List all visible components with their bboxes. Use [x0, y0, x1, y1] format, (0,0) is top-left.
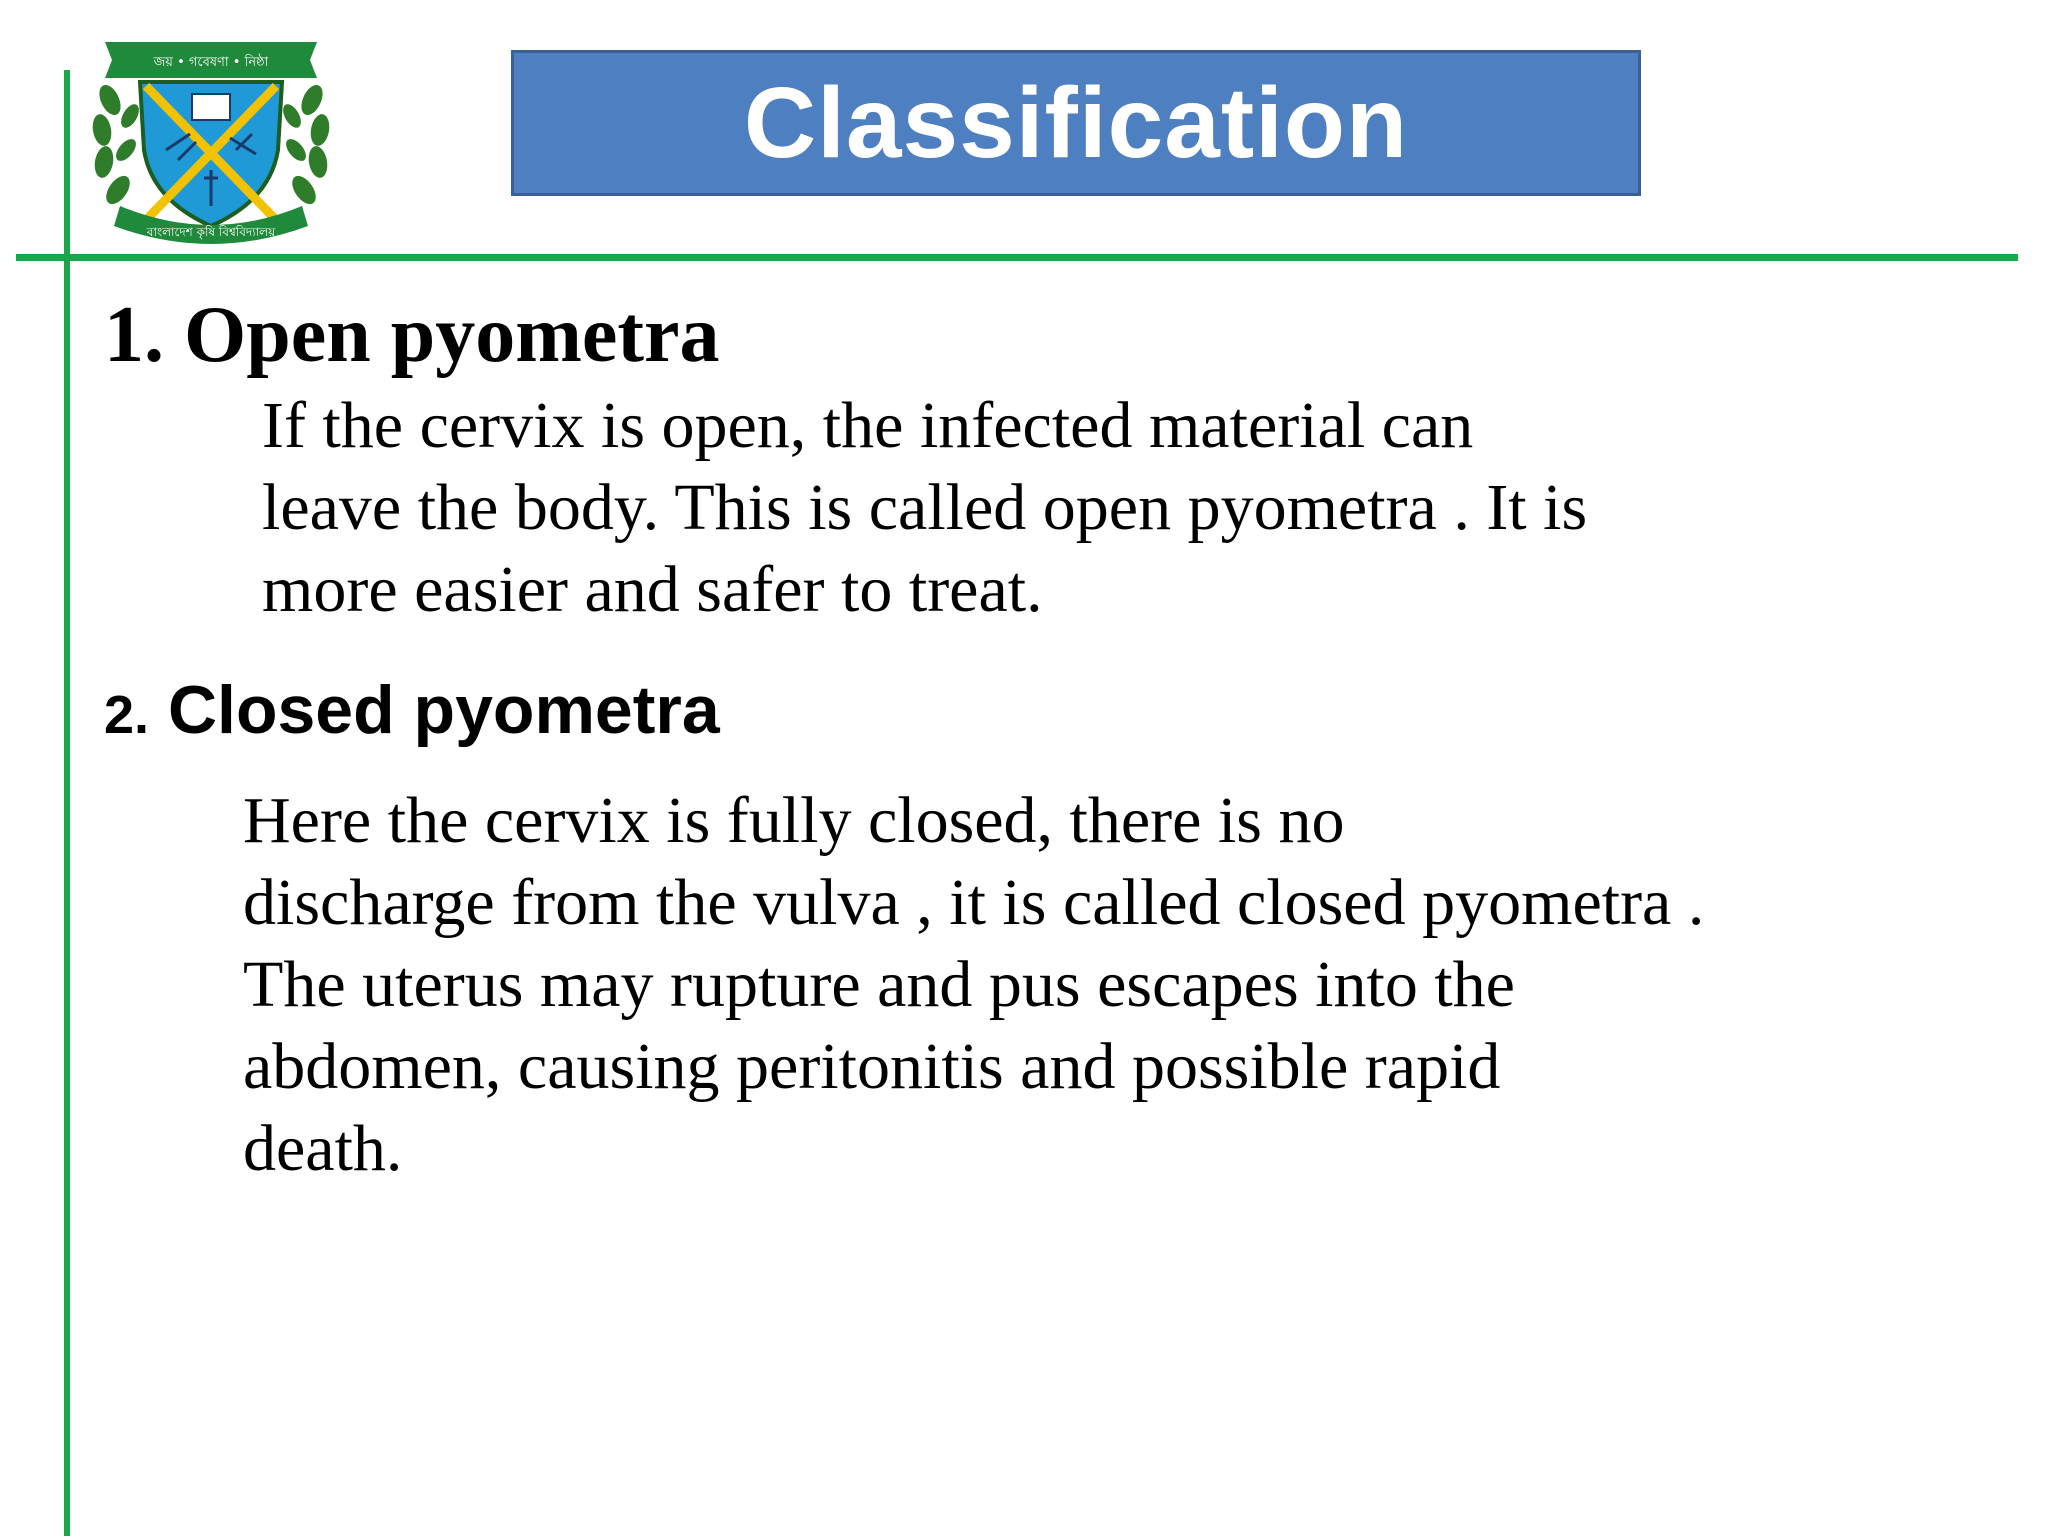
- body-line: The uterus may rupture and pus escapes into the: [243, 948, 1515, 1021]
- slide-title: Classification: [743, 67, 1409, 179]
- body-line: abdomen, causing peritonitis and possible rapid: [243, 1030, 1501, 1103]
- logo-bottom-text: বাংলাদেশ কৃষি বিশ্ববিদ্যালয়: [146, 225, 276, 239]
- body-line: death.: [243, 1112, 403, 1185]
- section-heading-text: Closed pyometra: [167, 672, 720, 748]
- logo-top-text: জয় • গবেষণা • নিষ্ঠা: [153, 55, 269, 70]
- title-banner: [511, 50, 1641, 196]
- body-line: more easier and safer to treat.: [262, 553, 1043, 626]
- section-body-open-pyometra: [262, 385, 1912, 631]
- section-heading-open-pyometra: 1. Open pyometra: [104, 291, 720, 379]
- body-line: Here the cervix is fully closed, there is no: [243, 784, 1345, 857]
- body-line: If the cervix is open, the infected material can: [262, 389, 1474, 462]
- section-number: 2.: [104, 685, 150, 745]
- section-heading-closed-pyometra: [104, 668, 720, 757]
- section-body-closed-pyometra: [243, 780, 2023, 1190]
- body-line: leave the body. This is called open pyometra . It is: [262, 471, 1588, 544]
- university-crest-logo: [80, 30, 342, 248]
- horizontal-accent-line: [16, 254, 2018, 261]
- body-line: discharge from the vulva , it is called closed pyometra .: [243, 866, 1705, 939]
- vertical-accent-line: [64, 70, 70, 1536]
